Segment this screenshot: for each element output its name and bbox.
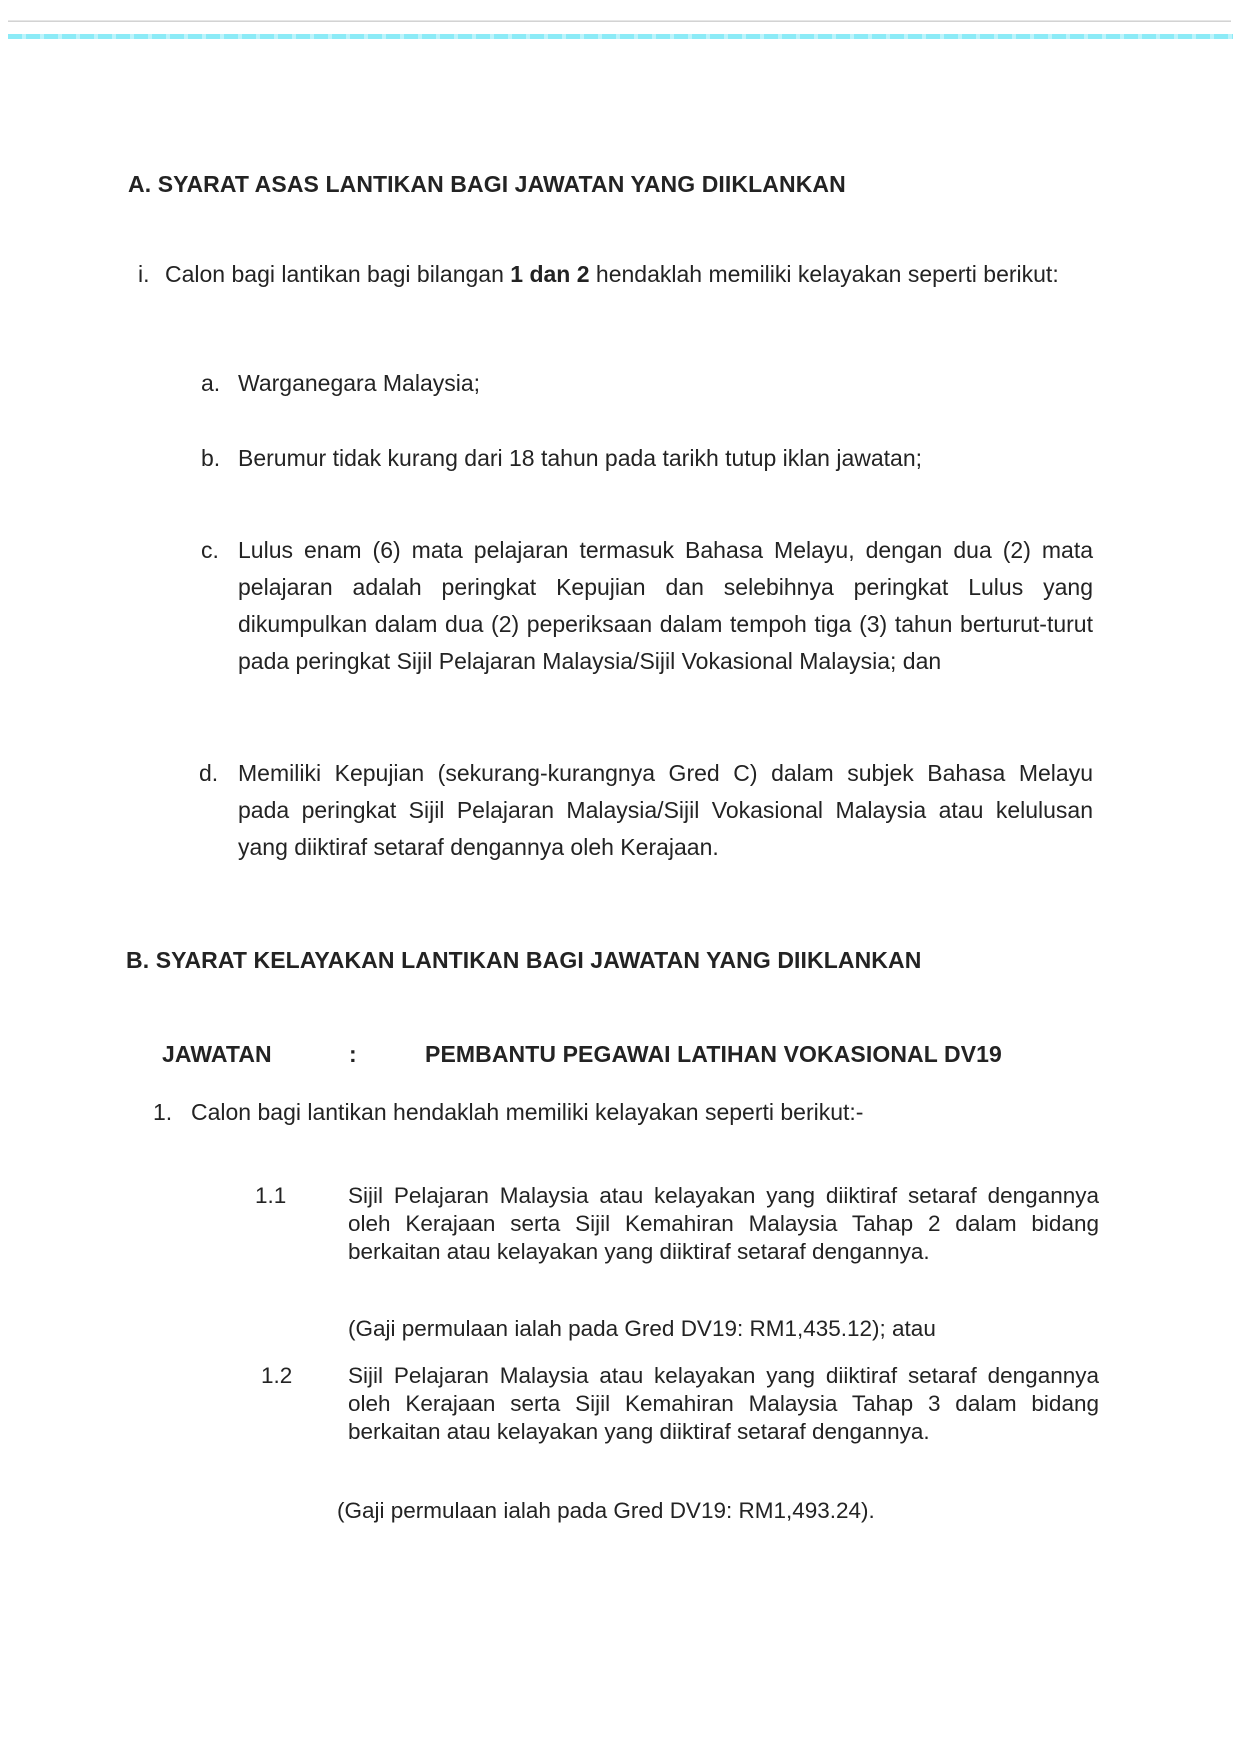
position-value: PEMBANTU PEGAWAI LATIHAN VOKASIONAL DV19 [425,1041,1002,1067]
item-i-text-after: hendaklah memiliki kelayakan seperti berikut: [589,261,1059,287]
item-i-text-bold: 1 dan 2 [510,261,590,287]
subitem-1-1-marker: 1.1 [255,1183,287,1208]
item-i-text-before: Calon bagi lantikan bagi bilangan [165,261,511,287]
item-a-marker: a. [201,370,221,396]
scan-border-line [8,20,1231,22]
section-a-heading: A. SYARAT ASAS LANTIKAN BAGI JAWATAN YANG DIIKLANKAN [128,171,846,197]
subitem-1-2-salary: (Gaji permulaan ialah pada Gred DV19: RM1,493.24). [337,1498,875,1523]
item-d-marker: d. [199,760,219,786]
item-1-marker: 1. [153,1099,173,1125]
subitem-1-2-marker: 1.2 [261,1363,293,1388]
position-label: JAWATAN [162,1041,272,1067]
subitem-1-1-text: Sijil Pelajaran Malaysia atau kelayakan yang diiktiraf setaraf dengannya oleh Kerajaan serta Sijil Kemahiran Malaysia Tahap 2 dalam bidang berkaitan atau kelayakan yang diiktiraf setaraf dengannya. [348,1183,1099,1264]
item-b-marker: b. [201,445,221,471]
position-separator: : [349,1041,357,1067]
item-b-text: Berumur tidak kurang dari 18 tahun pada tarikh tutup iklan jawatan; [238,445,923,471]
item-1-text: Calon bagi lantikan hendaklah memiliki kelayakan seperti berikut:- [191,1099,864,1125]
scan-highlight-line [8,34,1233,39]
item-c-marker: c. [201,537,219,563]
subitem-1-1-salary: (Gaji permulaan ialah pada Gred DV19: RM1,435.12); atau [348,1316,936,1341]
item-i-text [165,256,1093,293]
item-c-text: Lulus enam (6) mata pelajaran termasuk Bahasa Melayu, dengan dua (2) mata pelajaran adalah peringkat Kepujian dan selebihnya peringkat Lulus yang dikumpulkan dalam dua (2) peperiksaan dalam tempoh tiga (3) tahun berturut-turut pada peringkat Sijil Pelajaran Malaysia/Sijil Vokasional Malaysia; dan [238,537,1093,674]
item-a-text: Warganegara Malaysia; [238,370,481,396]
subitem-1-2-text: Sijil Pelajaran Malaysia atau kelayakan yang diiktiraf setaraf dengannya oleh Kerajaan serta Sijil Kemahiran Malaysia Tahap 3 dalam bidang berkaitan atau kelayakan yang diiktiraf setaraf dengannya. [348,1363,1099,1444]
item-d-text: Memiliki Kepujian (sekurang-kurangnya Gred C) dalam subjek Bahasa Melayu pada peringkat Sijil Pelajaran Malaysia/Sijil Vokasional Malaysia atau kelulusan yang diiktiraf setaraf dengannya oleh Kerajaan. [238,760,1093,860]
item-i-marker: i. [138,261,150,287]
section-b-heading: B. SYARAT KELAYAKAN LANTIKAN BAGI JAWATAN YANG DIIKLANKAN [126,947,922,973]
